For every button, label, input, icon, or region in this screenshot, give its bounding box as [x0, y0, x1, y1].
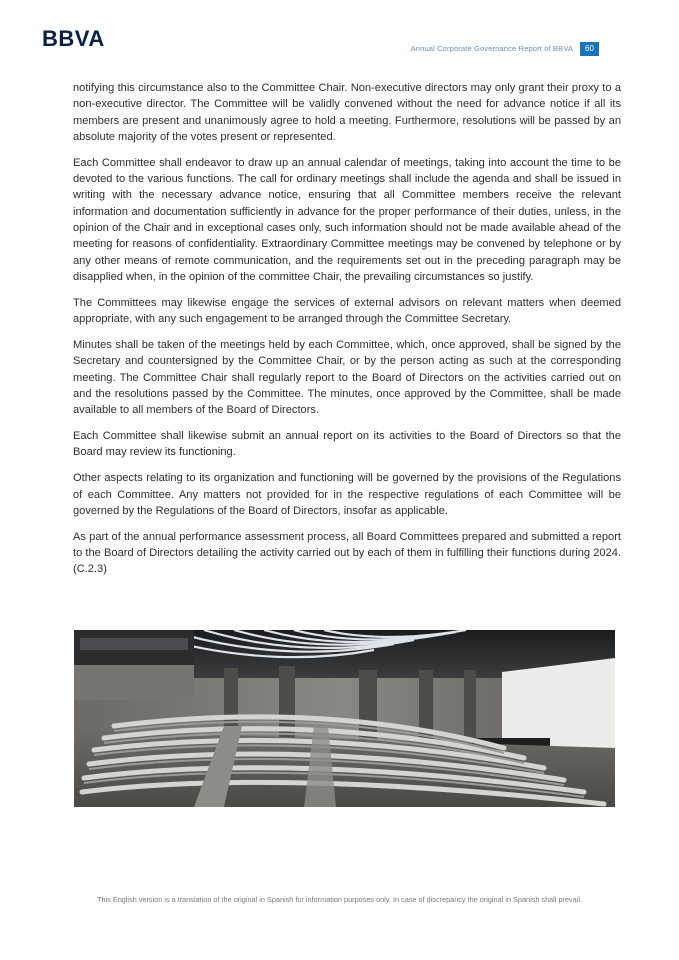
report-title: Annual Corporate Governance Report of BBVA: [410, 44, 573, 53]
paragraph: As part of the annual performance assessment process, all Board Committees prepared and submitted a report to the Board of Directors detailing the activity carried out by each of them in fulfilling their functions during 2024. (C.2.3): [73, 530, 621, 576]
paragraph: notifying this circumstance also to the Committee Chair. Non-executive directors may only grant their proxy to a non-executive director. The Committee will be validly convened without the need for advance notice if all its members are present and unanimously agree to hold a meeting. Furthermore, resolutions will be passed by an absolute majority of the votes present or represented.: [73, 82, 621, 143]
footer-disclaimer: This English version is a translation of the original in Spanish for information purposes only. In case of discrepancy the original in Spanish shall prevail.: [97, 895, 582, 904]
paragraph: Each Committee shall likewise submit an annual report on its activities to the Board of Directors so that the Board may review its functioning.: [73, 430, 621, 459]
paragraph: Each Committee shall endeavor to draw up an annual calendar of meetings, taking into account the time to be devoted to the various functions. The call for ordinary meetings shall include the agenda and shall be issued in writing with the necessary advance notice, ensuring that all Committee members receive the relevant information and documentation sufficiently in advance for the proper performance of their duties, unless, in the opinion of the Chair and in exceptional cases only, such information should not be made available ahead of the meeting for reasons of confidentiality. Extraordinary Committee meetings may be convened by telephone or by any other means of remote communication, and the requirements set out in the preceding paragraph may be disapplied when, in the opinion of the committee Chair, the prevailing circumstances so justify.: [73, 156, 621, 283]
paragraph: The Committees may likewise engage the services of external advisors on relevant matters when deemed appropriate, with any such engagement to be arranged through the Committee Secretary.: [73, 296, 621, 326]
page-number-badge: 60: [580, 42, 599, 56]
paragraph: Other aspects relating to its organization and functioning will be governed by the provisions of the Regulations of each Committee. Any matters not provided for in the respective regulations of each Committee will be governed by the Regulations of the Board of Directors, insofar as applicable.: [73, 472, 621, 517]
bbva-logo: [42, 27, 120, 49]
logo-wordmark: BBVA: [42, 27, 105, 49]
auditorium-photo: [74, 630, 615, 807]
body-text: [73, 80, 621, 587]
paragraph: Minutes shall be taken of the meetings held by each Committee, which, once approved, shall be signed by the Secretary and countersigned by the Committee Chair, or by the person acting as such at the corresponding meeting. The Committee Chair shall regularly report to the Board of Directors on the activities carried out on and the resolutions passed by the Committee. The minutes, once approved by the Committee, shall be made available to all members of the Board of Directors.: [73, 338, 621, 417]
